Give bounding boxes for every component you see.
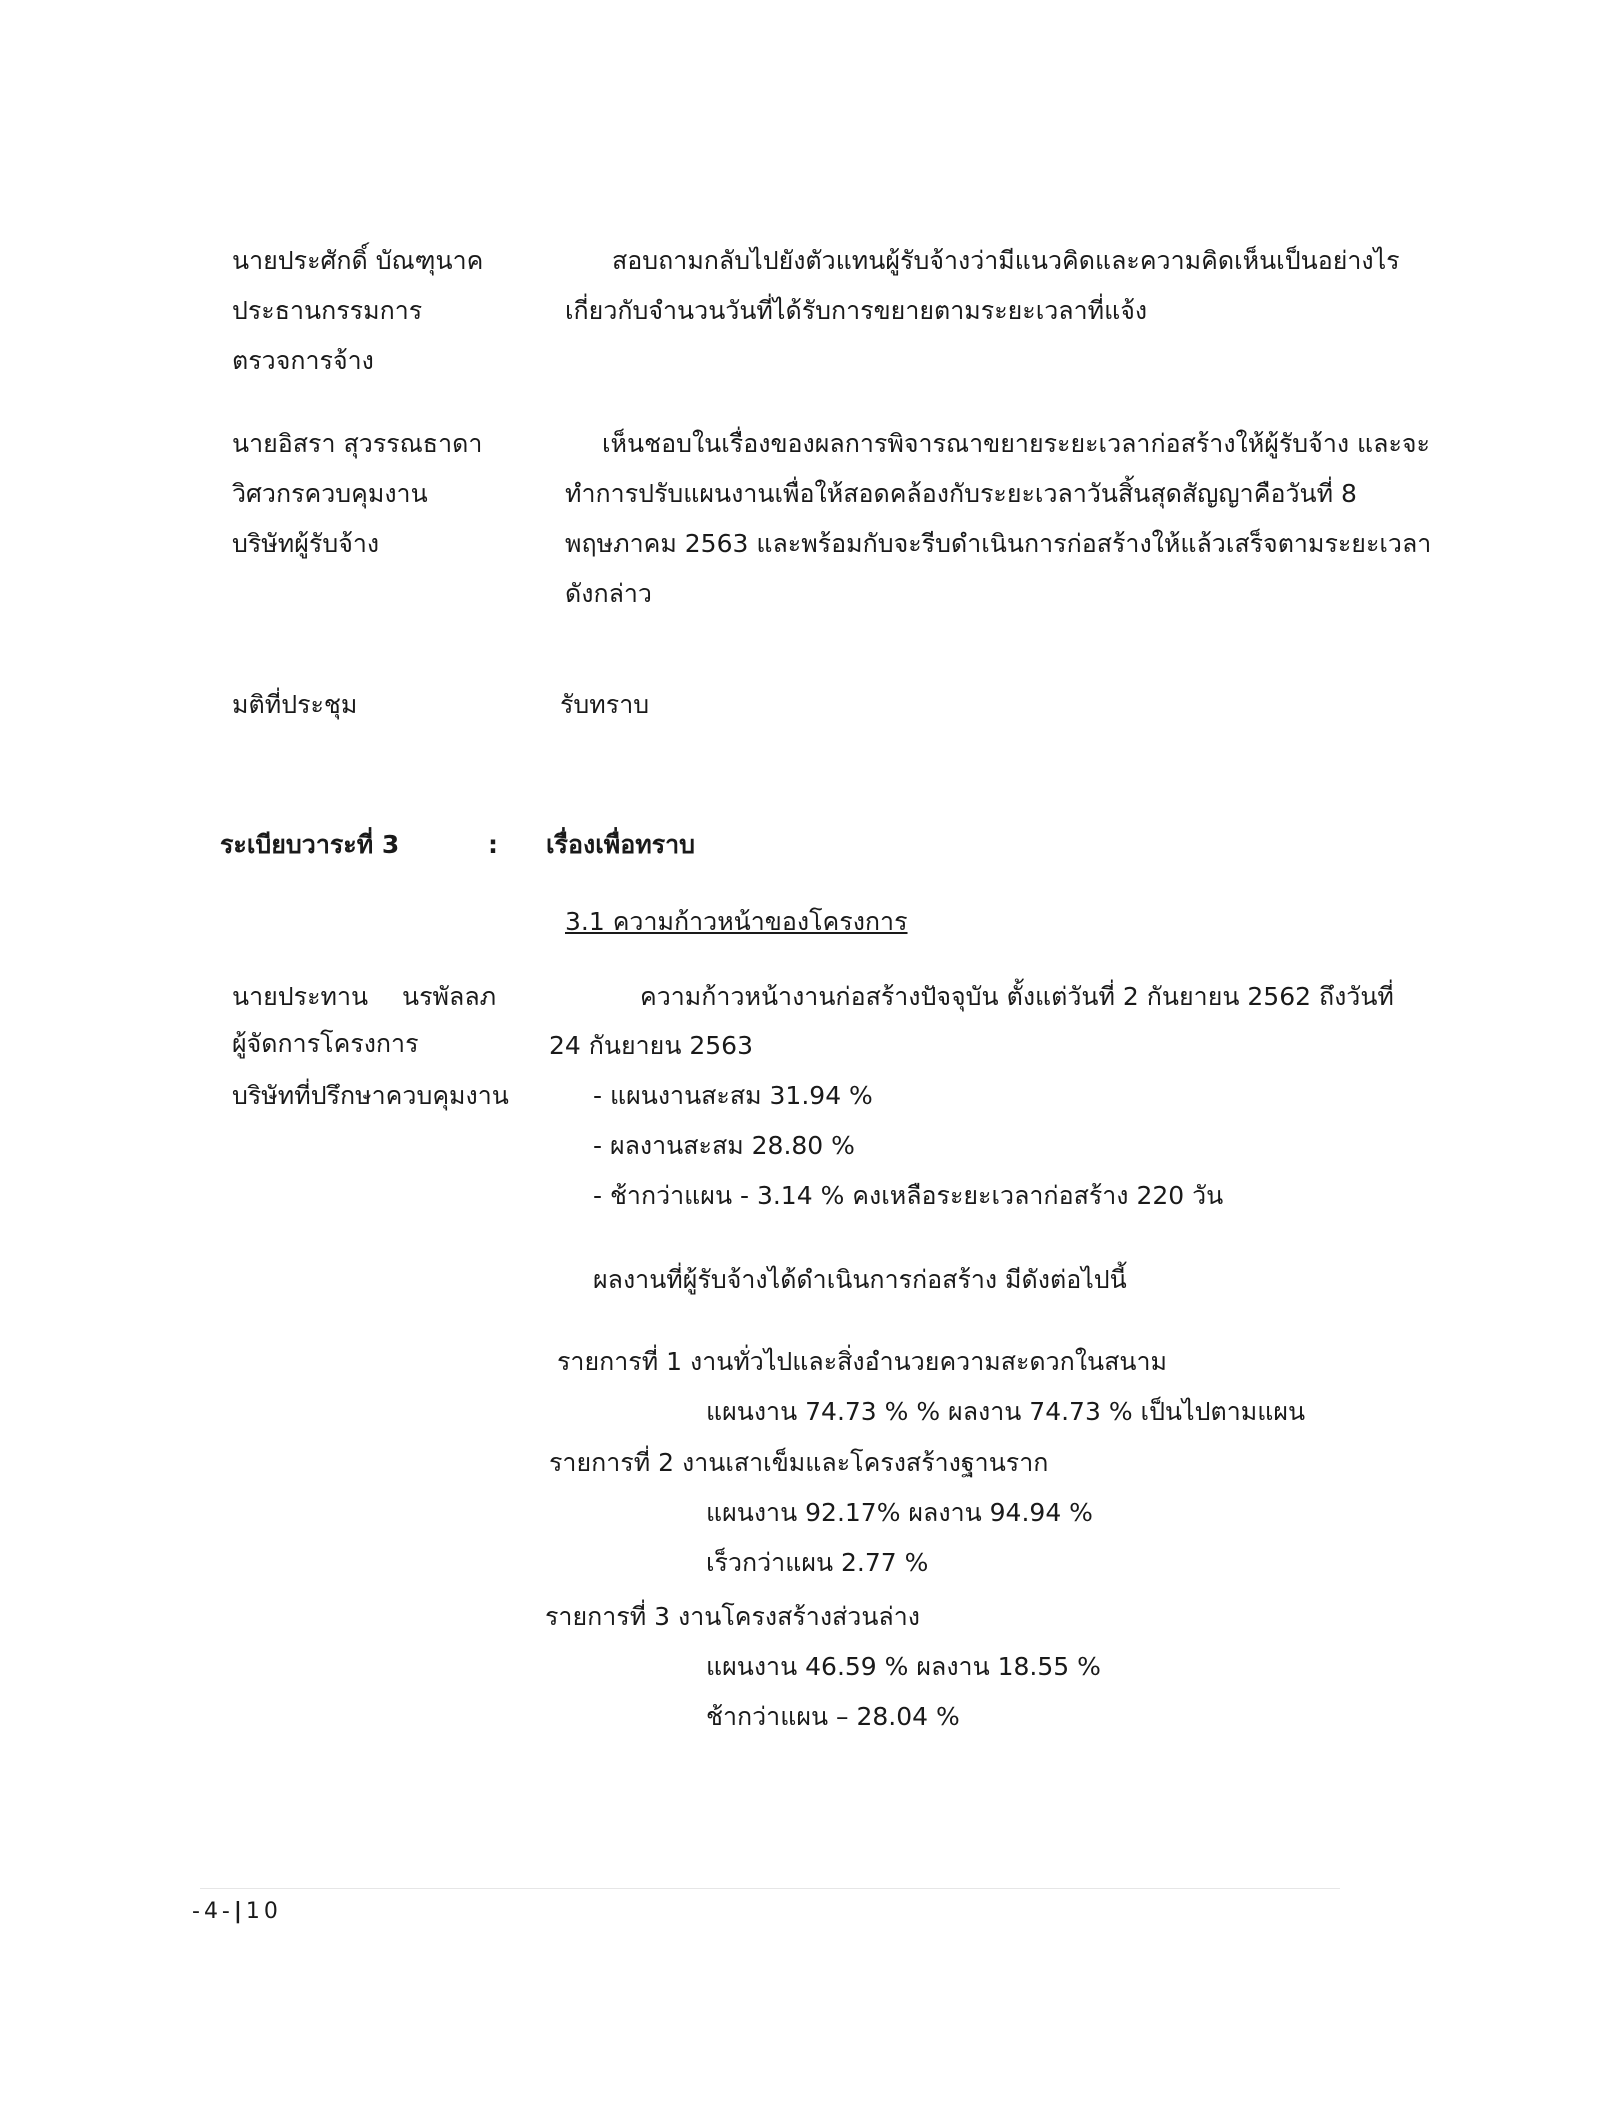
actual-cumulative: - ผลงานสะสม 28.80 % (593, 1131, 855, 1160)
resolution-label: มติที่ประชุม (232, 690, 358, 719)
agenda-subheading: 3.1 ความก้าวหน้าของโครงการ (565, 907, 908, 936)
plan-cumulative: - แผนงานสะสม 31.94 % (593, 1081, 873, 1110)
speaker2-statement-line1: เห็นชอบในเรื่องของผลการพิจารณาขยายระยะเวลาก่อสร้างให้ผู้รับจ้าง และจะ (602, 429, 1430, 458)
agenda-speaker-last-name: นรพัลลภ (402, 982, 497, 1011)
behind-plan: - ช้ากว่าแผน - 3.14 % คงเหลือระยะเวลาก่อสร้าง 220 วัน (593, 1181, 1224, 1210)
speaker2-org: บริษัทผู้รับจ้าง (232, 529, 380, 558)
agenda-speaker-first-name: นายประทาน (232, 982, 369, 1011)
item-1-detail: แผนงาน 74.73 % % ผลงาน 74.73 % เป็นไปตามแผน (706, 1397, 1306, 1426)
footer-rule (200, 1888, 1340, 1889)
item-3-variance: ช้ากว่าแผน – 28.04 % (706, 1702, 960, 1731)
speaker2-statement-line4: ดังกล่าว (565, 579, 652, 608)
item-1-title: รายการที่ 1 งานทั่วไปและสิ่งอำนวยความสะดวกในสนาม (557, 1347, 1167, 1376)
item-2-variance: เร็วกว่าแผน 2.77 % (706, 1548, 929, 1577)
page-number-footer (192, 1898, 282, 1926)
total-pages: 10 (245, 1899, 282, 1924)
item-3-detail: แผนงาน 46.59 % ผลงาน 18.55 % (706, 1652, 1101, 1681)
speaker1-statement-line2: เกี่ยวกับจำนวนวันที่ได้รับการขยายตามระยะเวลาที่แจ้ง (565, 296, 1148, 325)
speaker1-statement-line1: สอบถามกลับไปยังตัวแทนผู้รับจ้างว่ามีแนวคิดและความคิดเห็นเป็นอย่างไร (612, 246, 1400, 275)
speaker2-position: วิศวกรควบคุมงาน (232, 479, 428, 508)
agenda-colon: : (488, 830, 498, 859)
item-2-detail: แผนงาน 92.17% ผลงาน 94.94 % (706, 1498, 1093, 1527)
work-intro: ผลงานที่ผู้รับจ้างได้ดำเนินการก่อสร้าง มีดังต่อไปนี้ (593, 1265, 1127, 1294)
agenda-label: ระเบียบวาระที่ 3 (220, 830, 400, 859)
item-2-title: รายการที่ 2 งานเสาเข็มและโครงสร้างฐานราก (549, 1448, 1049, 1477)
speaker1-role: ตรวจการจ้าง (232, 346, 374, 375)
speaker2-statement-line2: ทำการปรับแผนงานเพื่อให้สอดคล้องกับระยะเวลาวันสิ้นสุดสัญญาคือวันที่ 8 (565, 479, 1357, 508)
speaker1-name: นายประศักดิ์ บัณฑุนาค (232, 246, 484, 275)
progress-line1: ความก้าวหน้างานก่อสร้างปัจจุบัน ตั้งแต่วันที่ 2 กันยายน 2562 ถึงวันที่ (640, 982, 1394, 1011)
speaker2-name: นายอิสรา สุวรรณธาดา (232, 429, 483, 458)
progress-line2: 24 กันยายน 2563 (549, 1031, 753, 1060)
agenda-speaker-org: บริษัทที่ปรึกษาควบคุมงาน (232, 1081, 509, 1110)
page-number: -4- (192, 1899, 234, 1924)
page-separator: | (233, 1899, 246, 1924)
agenda-speaker-position: ผู้จัดการโครงการ (232, 1029, 419, 1058)
item-3-title: รายการที่ 3 งานโครงสร้างส่วนล่าง (545, 1602, 920, 1631)
speaker1-position: ประธานกรรมการ (232, 296, 423, 325)
resolution-value: รับทราบ (560, 690, 650, 719)
agenda-title: เรื่องเพื่อทราบ (546, 830, 696, 859)
speaker2-statement-line3: พฤษภาคม 2563 และพร้อมกับจะรีบดำเนินการก่อสร้างให้แล้วเสร็จตามระยะเวลา (565, 529, 1432, 558)
